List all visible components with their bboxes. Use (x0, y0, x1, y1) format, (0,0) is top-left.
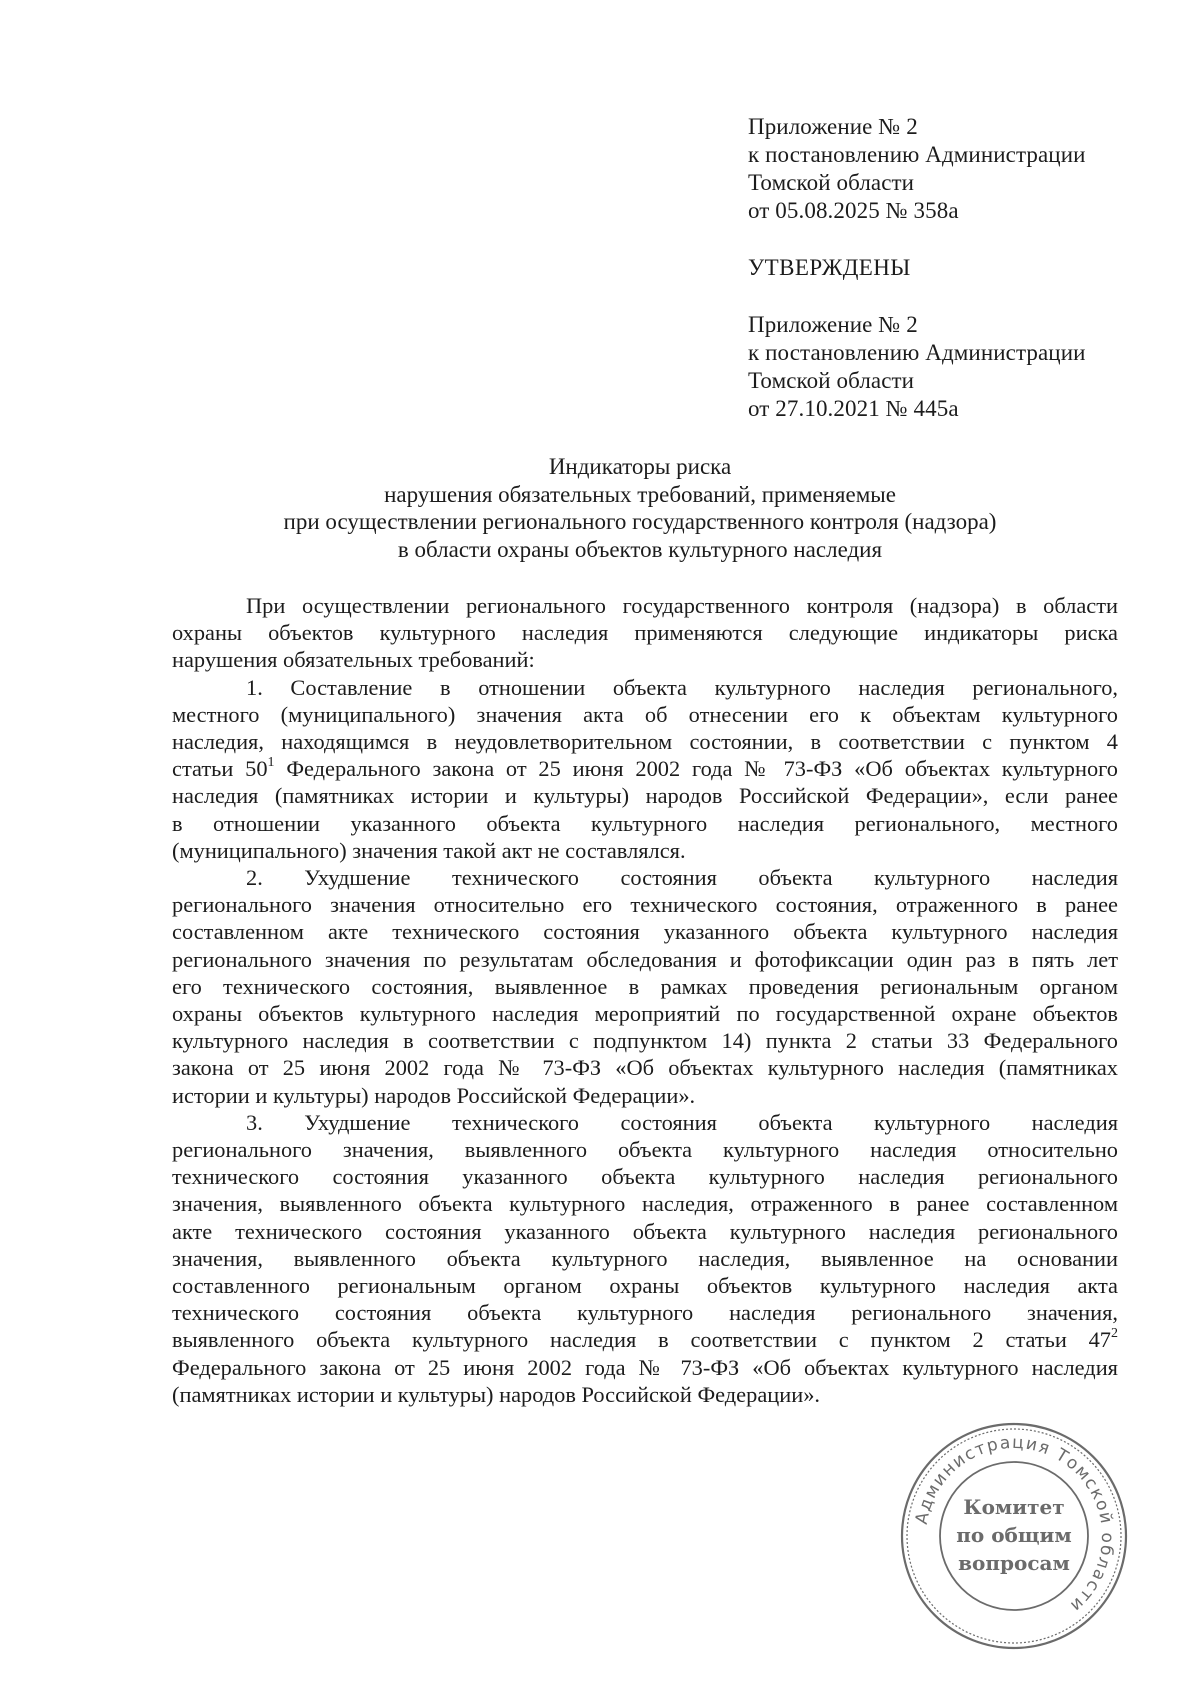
text-line: составленного региональным органом охраны объектов культурного наследия акта (172, 1273, 1118, 1299)
appendix-header-current (748, 113, 1168, 225)
indicator-item-2 (172, 864, 1118, 1109)
stamp-ring-text: Администрация Томской области (911, 1432, 1118, 1617)
stamp-center-line: по общим (956, 1523, 1072, 1547)
text-line: культурного наследия в соответствии с подпунктом 14) пункта 2 статьи 33 Федерального (172, 1028, 1118, 1054)
text-line: значения, выявленного объекта культурного наследия, выявленное на основании (172, 1245, 1118, 1271)
text-line: При осуществлении регионального государственного контроля (надзора) в области (246, 593, 1118, 618)
title-line: в области охраны объектов культурного наследия (397, 536, 883, 562)
text-line: регионального значения относительно его технического состояния, отраженного в ранее (172, 892, 1118, 918)
stamp-center-line: вопросам (958, 1551, 1070, 1575)
text-line: 1. Составление в отношении объекта культурного наследия регионального, (246, 674, 1118, 700)
text-line: технического состояния указанного объекта культурного наследия регионального (172, 1164, 1118, 1190)
text-fragment: выявленного объекта культурного наследия в соответствии с пунктом 2 статьи 47 (172, 1327, 1111, 1353)
document-body (172, 592, 1118, 1408)
header-line: Томской области (748, 368, 915, 393)
text-fragment: Федерального закона от 25 июня 2002 года № 73-ФЗ «Об объектах культурного (286, 756, 1118, 782)
indicator-item-1 (172, 674, 1118, 864)
text-line: нарушения обязательных требований: (172, 647, 535, 673)
document-title (160, 453, 1120, 563)
text-line: охраны объектов культурного наследия применяются следующие индикаторы риска (172, 620, 1118, 646)
text-line-with-article (172, 755, 1118, 782)
text-line: в отношении указанного объекта культурного наследия регионального, местного (172, 810, 1118, 836)
appendix-header-original (748, 311, 1168, 423)
text-line: наследия, находящимся в неудовлетворительном состоянии, в соответствии с пунктом 4 (172, 729, 1118, 755)
indicator-item-3 (172, 1109, 1118, 1408)
text-line: значения, выявленного объекта культурного наследия, отраженного в ранее составленном (172, 1191, 1118, 1217)
text-line: охраны объектов культурного наследия мероприятий по государственной охране объектов (172, 1001, 1118, 1027)
article-superscript: 2 (1111, 1326, 1118, 1342)
text-line: местного (муниципального) значения акта об отнесении его к объектам культурного (172, 701, 1118, 727)
title-line: при осуществлении регионального государственного контроля (надзора) (283, 509, 997, 534)
text-line: регионального значения, выявленного объекта культурного наследия относительно (172, 1137, 1118, 1163)
header-line: Приложение № 2 (748, 114, 918, 139)
official-stamp (898, 1420, 1130, 1652)
text-line: технического состояния объекта культурного наследия регионального значения, (172, 1300, 1118, 1326)
title-line: нарушения обязательных требований, применяемые (384, 481, 896, 507)
text-line: наследия (памятниках истории и культуры) народов Российской Федерации», если ранее (172, 783, 1118, 809)
header-line: от 05.08.2025 № 358а (748, 198, 959, 223)
header-line: Приложение № 2 (748, 312, 918, 337)
text-line: его технического состояния, выявленное в рамках проведения региональным органом (172, 973, 1118, 999)
text-line: (муниципального) значения такой акт не составлялся. (172, 837, 686, 863)
header-line: к постановлению Администрации (748, 142, 1086, 167)
header-line: Томской области (748, 170, 915, 195)
text-line: Федерального закона от 25 июня 2002 года № 73-ФЗ «Об объектах культурного наследия (172, 1354, 1118, 1380)
article-reference: статьи 50 (172, 756, 268, 782)
title-line: Индикаторы риска (548, 454, 732, 479)
header-line: к постановлению Администрации (748, 340, 1086, 365)
stamp-center-line: Комитет (963, 1495, 1065, 1519)
text-line: 3. Ухудшение технического состояния объекта культурного наследия (246, 1109, 1118, 1135)
text-line-with-article (172, 1326, 1118, 1353)
text-line: 2. Ухудшение технического состояния объекта культурного наследия (246, 865, 1118, 891)
text-line: истории и культуры) народов Российской Федерации». (172, 1082, 696, 1108)
text-line: закона от 25 июня 2002 года № 73-ФЗ «Об объектах культурного наследия (памятниках (172, 1055, 1118, 1081)
text-line: акте технического состояния указанного объекта культурного наследия регионального (172, 1218, 1118, 1244)
text-line: составленном акте технического состояния указанного объекта культурного наследия (172, 919, 1118, 945)
approved-label: УТВЕРЖДЕНЫ (748, 255, 911, 280)
text-line: (памятниках истории и культуры) народов Российской Федерации». (172, 1381, 820, 1407)
text-line: регионального значения по результатам обследования и фотофиксации один раз в пять лет (172, 946, 1118, 972)
article-superscript: 1 (267, 755, 275, 771)
intro-paragraph (172, 592, 1118, 674)
header-line: от 27.10.2021 № 445а (748, 396, 959, 421)
